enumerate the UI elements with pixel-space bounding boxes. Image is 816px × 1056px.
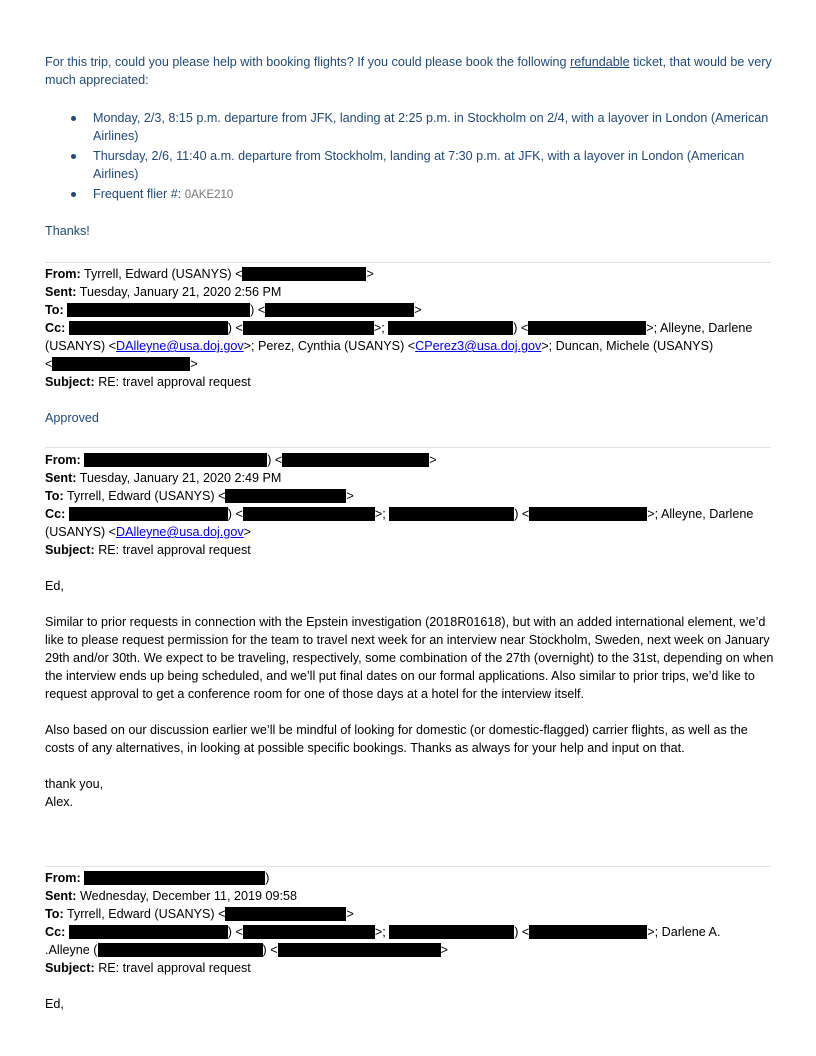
redaction — [242, 267, 366, 281]
from-label: From: — [45, 267, 81, 281]
cc-text: ; Alleyne, Darlene (USANYS) < — [45, 507, 754, 539]
cc-text: >; Duncan, Michele (USANYS) — [541, 339, 714, 353]
redaction — [278, 943, 441, 957]
ff-label: Frequent flier #: — [93, 187, 185, 201]
divider — [45, 866, 771, 867]
sent-label: Sent: — [45, 471, 77, 485]
email2: From: ) < > Sent: Tuesday, January 21, 2020 2:49 PM To: Tyrrell, Edward (USANYS) < > Cc: ) < >; ) < >; Alleyne, Darlene (USANYS) <DAlleyne@usa.doj.gov> Subject: RE: travel approval request Ed, Similar to prior requests in connection with the Epstein investigation (2018R01618), but with an added international element, we’d like to please request permission for the team to travel next week for an interview near Stockholm, Sweden, next week on January 29th and/or 30th. We expect to be traveling, respectively, some combination of the 27th (overnight) to the 31st, depending on when the interview ends up being scheduled, and we’ll put final dates on our formal applications. Also similar to prior trips, we’d like to request approval to get a conference room for one of those days at a hotel for the interview itself. Also based on our discussion earlier we’ll be mindful of looking for domestic (or domestic-flagged) carrier flights, as well as the costs of any alternatives, in looking at possible specific bookings. Thanks as always for your help and input on that. thank you, Alex. — [45, 453, 774, 809]
divider — [45, 447, 771, 448]
from-label: From: — [45, 871, 81, 885]
sent-label: Sent: — [45, 889, 77, 903]
body-paragraph: Similar to prior requests in connection with the Epstein investigation (2018R01618), but with an added international element, we’d like to please request permission for the team to travel next week for an interview near Stockholm, Sweden, next week on January 29th and/or 30th. We expect to be traveling, respectively, some combination of the 27th (overnight) to the 31st, depending on when the interview ends up being scheduled, and we’ll put final dates on our formal applications. Also similar to prior trips, we’d like to request approval to get a conference room for one of those days at a hotel for the interview itself. — [45, 615, 774, 701]
flight-item: Thursday, 2/6, 11:40 a.m. departure from Stockholm, landing at 7:30 p.m. at JFK, with a layover in London (American Airlines) — [45, 147, 775, 183]
intro-paragraph — [45, 53, 775, 89]
redaction — [243, 321, 374, 335]
approved-text: Approved — [45, 411, 99, 425]
intro-text-end: ticket, that would be very much appreciated: — [45, 55, 772, 87]
redaction — [529, 507, 647, 521]
redaction — [265, 303, 414, 317]
cc-text: ; Darlene A. — [654, 925, 721, 939]
frequent-flier-item — [45, 185, 775, 204]
ff-value: 0AKE210 — [184, 189, 234, 201]
redaction — [388, 321, 513, 335]
subject-value: RE: travel approval request — [98, 961, 251, 975]
redaction — [98, 943, 263, 957]
redaction — [529, 925, 647, 939]
redaction — [389, 507, 514, 521]
subject-label: Subject: — [45, 375, 95, 389]
cc-text: ; Alleyne, Darlene (USANYS) < — [45, 321, 753, 353]
cc-text: >; Perez, Cynthia (USANYS) < — [243, 339, 416, 353]
redaction — [84, 871, 265, 885]
to-value: Tyrrell, Edward (USANYS) < — [66, 907, 226, 921]
to-label: To: — [45, 303, 64, 317]
divider — [45, 262, 771, 263]
redaction — [528, 321, 646, 335]
refundable-underlined: refundable — [570, 55, 630, 69]
thanks-text: Thanks! — [45, 224, 90, 238]
cc-label: Cc: — [45, 507, 66, 521]
sent-label: Sent: — [45, 285, 77, 299]
flight-item: Monday, 2/3, 8:15 p.m. departure from JFK, landing at 2:25 p.m. in Stockholm on 2/4, with a layover in London (American Airlines) — [45, 109, 775, 145]
from-label: From: — [45, 453, 81, 467]
email-link[interactable]: DAlleyne@usa.doj.gov — [116, 525, 244, 539]
sent-value: Wednesday, December 11, 2019 09:58 — [79, 889, 298, 903]
from-value: Tyrrell, Edward (USANYS) < — [83, 267, 243, 281]
redaction — [67, 303, 250, 317]
subject-label: Subject: — [45, 543, 95, 557]
greeting: Ed, — [45, 579, 64, 593]
subject-label: Subject: — [45, 961, 95, 975]
redaction — [225, 907, 346, 921]
email-link[interactable]: DAlleyne@usa.doj.gov — [116, 339, 244, 353]
cc-text: .Alleyne ( — [45, 943, 98, 957]
email3: From: ) Sent: Wednesday, December 11, 2019 09:58 To: Tyrrell, Edward (USANYS) < > Cc: ) < >; ) < >; Darlene A. .Alleyne ( ) < > Subject: RE: travel approval request Ed, — [45, 869, 775, 1013]
subject-value: RE: travel approval request — [98, 375, 251, 389]
redaction — [225, 489, 346, 503]
cc-label: Cc: — [45, 925, 66, 939]
body-paragraph: Also based on our discussion earlier we’ll be mindful of looking for domestic (or domestic-flagged) carrier flights, as well as the costs of any alternatives, in looking at possible specific bookings. Thanks as always for your help and input on that. — [45, 723, 748, 755]
email1-header: From: Tyrrell, Edward (USANYS) < > Sent: Tuesday, January 21, 2020 2:56 PM To: ) < > Cc: ) < >; ) < >; Alleyne, Darlene (USANYS) <DAlleyne@usa.doj.gov>; Perez, Cynthia (USANYS) <CPerez3@usa.doj.gov>; Duncan, Michele (USANYS) < > Subject: RE: travel approval request Approved — [45, 265, 775, 427]
redaction — [69, 507, 228, 521]
subject-value: RE: travel approval request — [98, 543, 251, 557]
redaction — [52, 357, 190, 371]
cc-label: Cc: — [45, 321, 66, 335]
sent-value: Tuesday, January 21, 2020 2:56 PM — [79, 285, 282, 299]
signature: Alex. — [45, 795, 73, 809]
greeting: Ed, — [45, 997, 64, 1011]
sent-value: Tuesday, January 21, 2020 2:49 PM — [79, 471, 282, 485]
redaction — [69, 925, 228, 939]
email-link[interactable]: CPerez3@usa.doj.gov — [415, 339, 542, 353]
redaction — [243, 507, 375, 521]
to-value: Tyrrell, Edward (USANYS) < — [66, 489, 226, 503]
signoff: thank you, — [45, 777, 104, 791]
redaction — [84, 453, 267, 467]
redaction — [282, 453, 429, 467]
flight-list — [45, 109, 775, 204]
to-label: To: — [45, 489, 64, 503]
redaction — [69, 321, 228, 335]
top-message — [45, 53, 775, 240]
intro-text: For this trip, could you please help with booking flights? If you could please book the following — [45, 55, 571, 69]
redaction — [243, 925, 375, 939]
redaction — [389, 925, 514, 939]
to-label: To: — [45, 907, 64, 921]
